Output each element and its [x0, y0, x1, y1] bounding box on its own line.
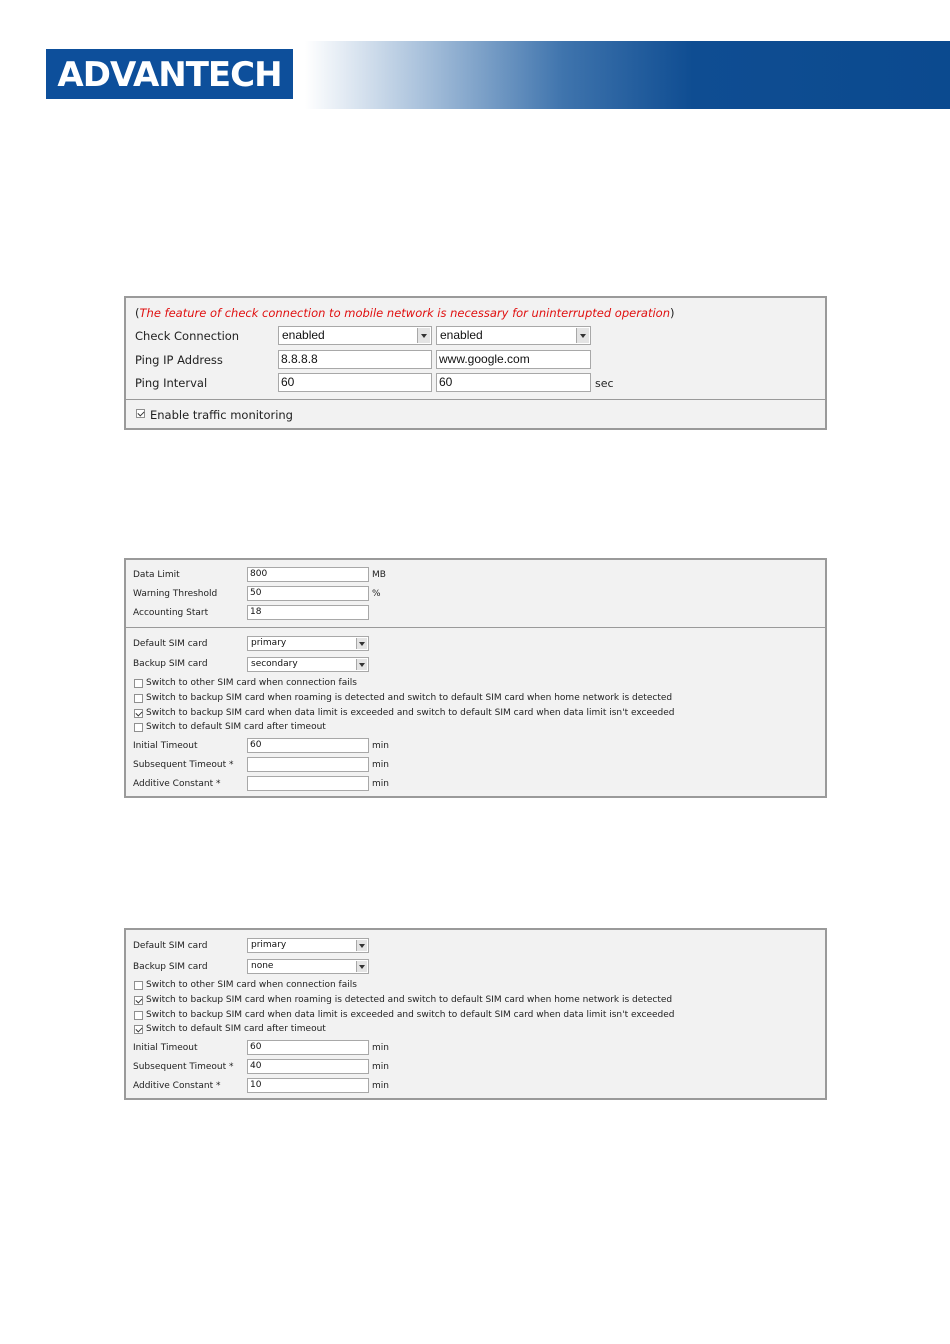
backup-sim-select[interactable]: none: [247, 959, 369, 974]
switch-after-timeout-checkbox[interactable]: [134, 723, 143, 732]
sim-switching-panel: [124, 928, 827, 1100]
logo-text: ADVANTECH: [57, 55, 282, 95]
switch-on-roaming-label: Switch to backup SIM card when roaming is detected and switch to default SIM card when home network is detected: [146, 995, 673, 1005]
switch-on-data-limit-checkbox[interactable]: [134, 709, 143, 718]
chevron-down-icon: [576, 328, 589, 343]
header-gradient-band: [305, 41, 950, 109]
initial-timeout-label: Initial Timeout: [133, 741, 198, 751]
switch-on-roaming-checkbox[interactable]: [134, 694, 143, 703]
subsequent-timeout-unit: min: [372, 760, 389, 770]
warning-threshold-unit: %: [372, 589, 381, 599]
additive-constant-label: Additive Constant *: [133, 1081, 221, 1091]
chevron-down-icon: [356, 659, 367, 670]
switch-on-data-limit-checkbox[interactable]: [134, 1011, 143, 1020]
default-sim-select[interactable]: primary: [247, 938, 369, 953]
chevron-down-icon: [356, 940, 367, 951]
backup-sim-label: Backup SIM card: [133, 962, 208, 972]
default-sim-select[interactable]: primary: [247, 636, 369, 651]
switch-on-connection-fail-checkbox[interactable]: [134, 679, 143, 688]
additive-constant-unit: min: [372, 779, 389, 789]
switch-after-timeout-label: Switch to default SIM card after timeout: [146, 722, 326, 732]
subsequent-timeout-unit: min: [372, 1062, 389, 1072]
data-limit-panel: [124, 558, 827, 798]
switch-on-connection-fail-label: Switch to other SIM card when connection fails: [146, 678, 357, 688]
ping-interval-input-1[interactable]: 60: [278, 373, 432, 392]
advantech-logo: [46, 49, 293, 99]
check-connection-select-1[interactable]: enabled: [278, 326, 432, 345]
switch-after-timeout-label: Switch to default SIM card after timeout: [146, 1024, 326, 1034]
additive-constant-input[interactable]: [247, 776, 369, 791]
subsequent-timeout-input[interactable]: [247, 757, 369, 772]
traffic-monitoring-checkbox[interactable]: [136, 409, 145, 418]
check-connection-label: Check Connection: [135, 329, 240, 343]
initial-timeout-unit: min: [372, 1043, 389, 1053]
chevron-down-icon: [417, 328, 430, 343]
panel-divider: [126, 399, 825, 400]
switch-on-roaming-checkbox[interactable]: [134, 996, 143, 1005]
switch-on-connection-fail-label: Switch to other SIM card when connection fails: [146, 980, 357, 990]
additive-constant-input[interactable]: 10: [247, 1078, 369, 1093]
additive-constant-unit: min: [372, 1081, 389, 1091]
traffic-monitoring-label: Enable traffic monitoring: [150, 408, 293, 422]
additive-constant-label: Additive Constant *: [133, 779, 221, 789]
chevron-down-icon: [356, 638, 367, 649]
initial-timeout-input[interactable]: 60: [247, 1040, 369, 1055]
ping-interval-input-2[interactable]: 60: [436, 373, 591, 392]
initial-timeout-input[interactable]: 60: [247, 738, 369, 753]
warning-threshold-input[interactable]: 50: [247, 586, 369, 601]
warning-threshold-label: Warning Threshold: [133, 589, 218, 599]
panel-divider: [126, 627, 825, 628]
data-limit-input[interactable]: 800: [247, 567, 369, 582]
initial-timeout-unit: min: [372, 741, 389, 751]
switch-on-data-limit-label: Switch to backup SIM card when data limit is exceeded and switch to default SIM card when data limit isn't exceeded: [146, 1010, 675, 1020]
check-connection-note: (The feature of check connection to mobile network is necessary for uninterrupted operation): [135, 306, 675, 320]
chevron-down-icon: [356, 961, 367, 972]
switch-after-timeout-checkbox[interactable]: [134, 1025, 143, 1034]
switch-on-roaming-label: Switch to backup SIM card when roaming is detected and switch to default SIM card when home network is detected: [146, 693, 673, 703]
ping-ip-input-2[interactable]: www.google.com: [436, 350, 591, 369]
subsequent-timeout-input[interactable]: 40: [247, 1059, 369, 1074]
ping-interval-unit: sec: [595, 377, 614, 390]
switch-on-connection-fail-checkbox[interactable]: [134, 981, 143, 990]
check-connection-panel: [124, 296, 827, 430]
backup-sim-label: Backup SIM card: [133, 659, 208, 669]
subsequent-timeout-label: Subsequent Timeout *: [133, 760, 234, 770]
backup-sim-select[interactable]: secondary: [247, 657, 369, 672]
ping-ip-input-1[interactable]: 8.8.8.8: [278, 350, 432, 369]
default-sim-label: Default SIM card: [133, 941, 208, 951]
accounting-start-input[interactable]: 18: [247, 605, 369, 620]
subsequent-timeout-label: Subsequent Timeout *: [133, 1062, 234, 1072]
data-limit-unit: MB: [372, 570, 386, 580]
check-connection-select-2[interactable]: enabled: [436, 326, 591, 345]
data-limit-label: Data Limit: [133, 570, 180, 580]
switch-on-data-limit-label: Switch to backup SIM card when data limit is exceeded and switch to default SIM card when data limit isn't exceeded: [146, 708, 675, 718]
initial-timeout-label: Initial Timeout: [133, 1043, 198, 1053]
accounting-start-label: Accounting Start: [133, 608, 209, 618]
ping-ip-label: Ping IP Address: [135, 353, 223, 367]
ping-interval-label: Ping Interval: [135, 376, 208, 390]
default-sim-label: Default SIM card: [133, 639, 208, 649]
